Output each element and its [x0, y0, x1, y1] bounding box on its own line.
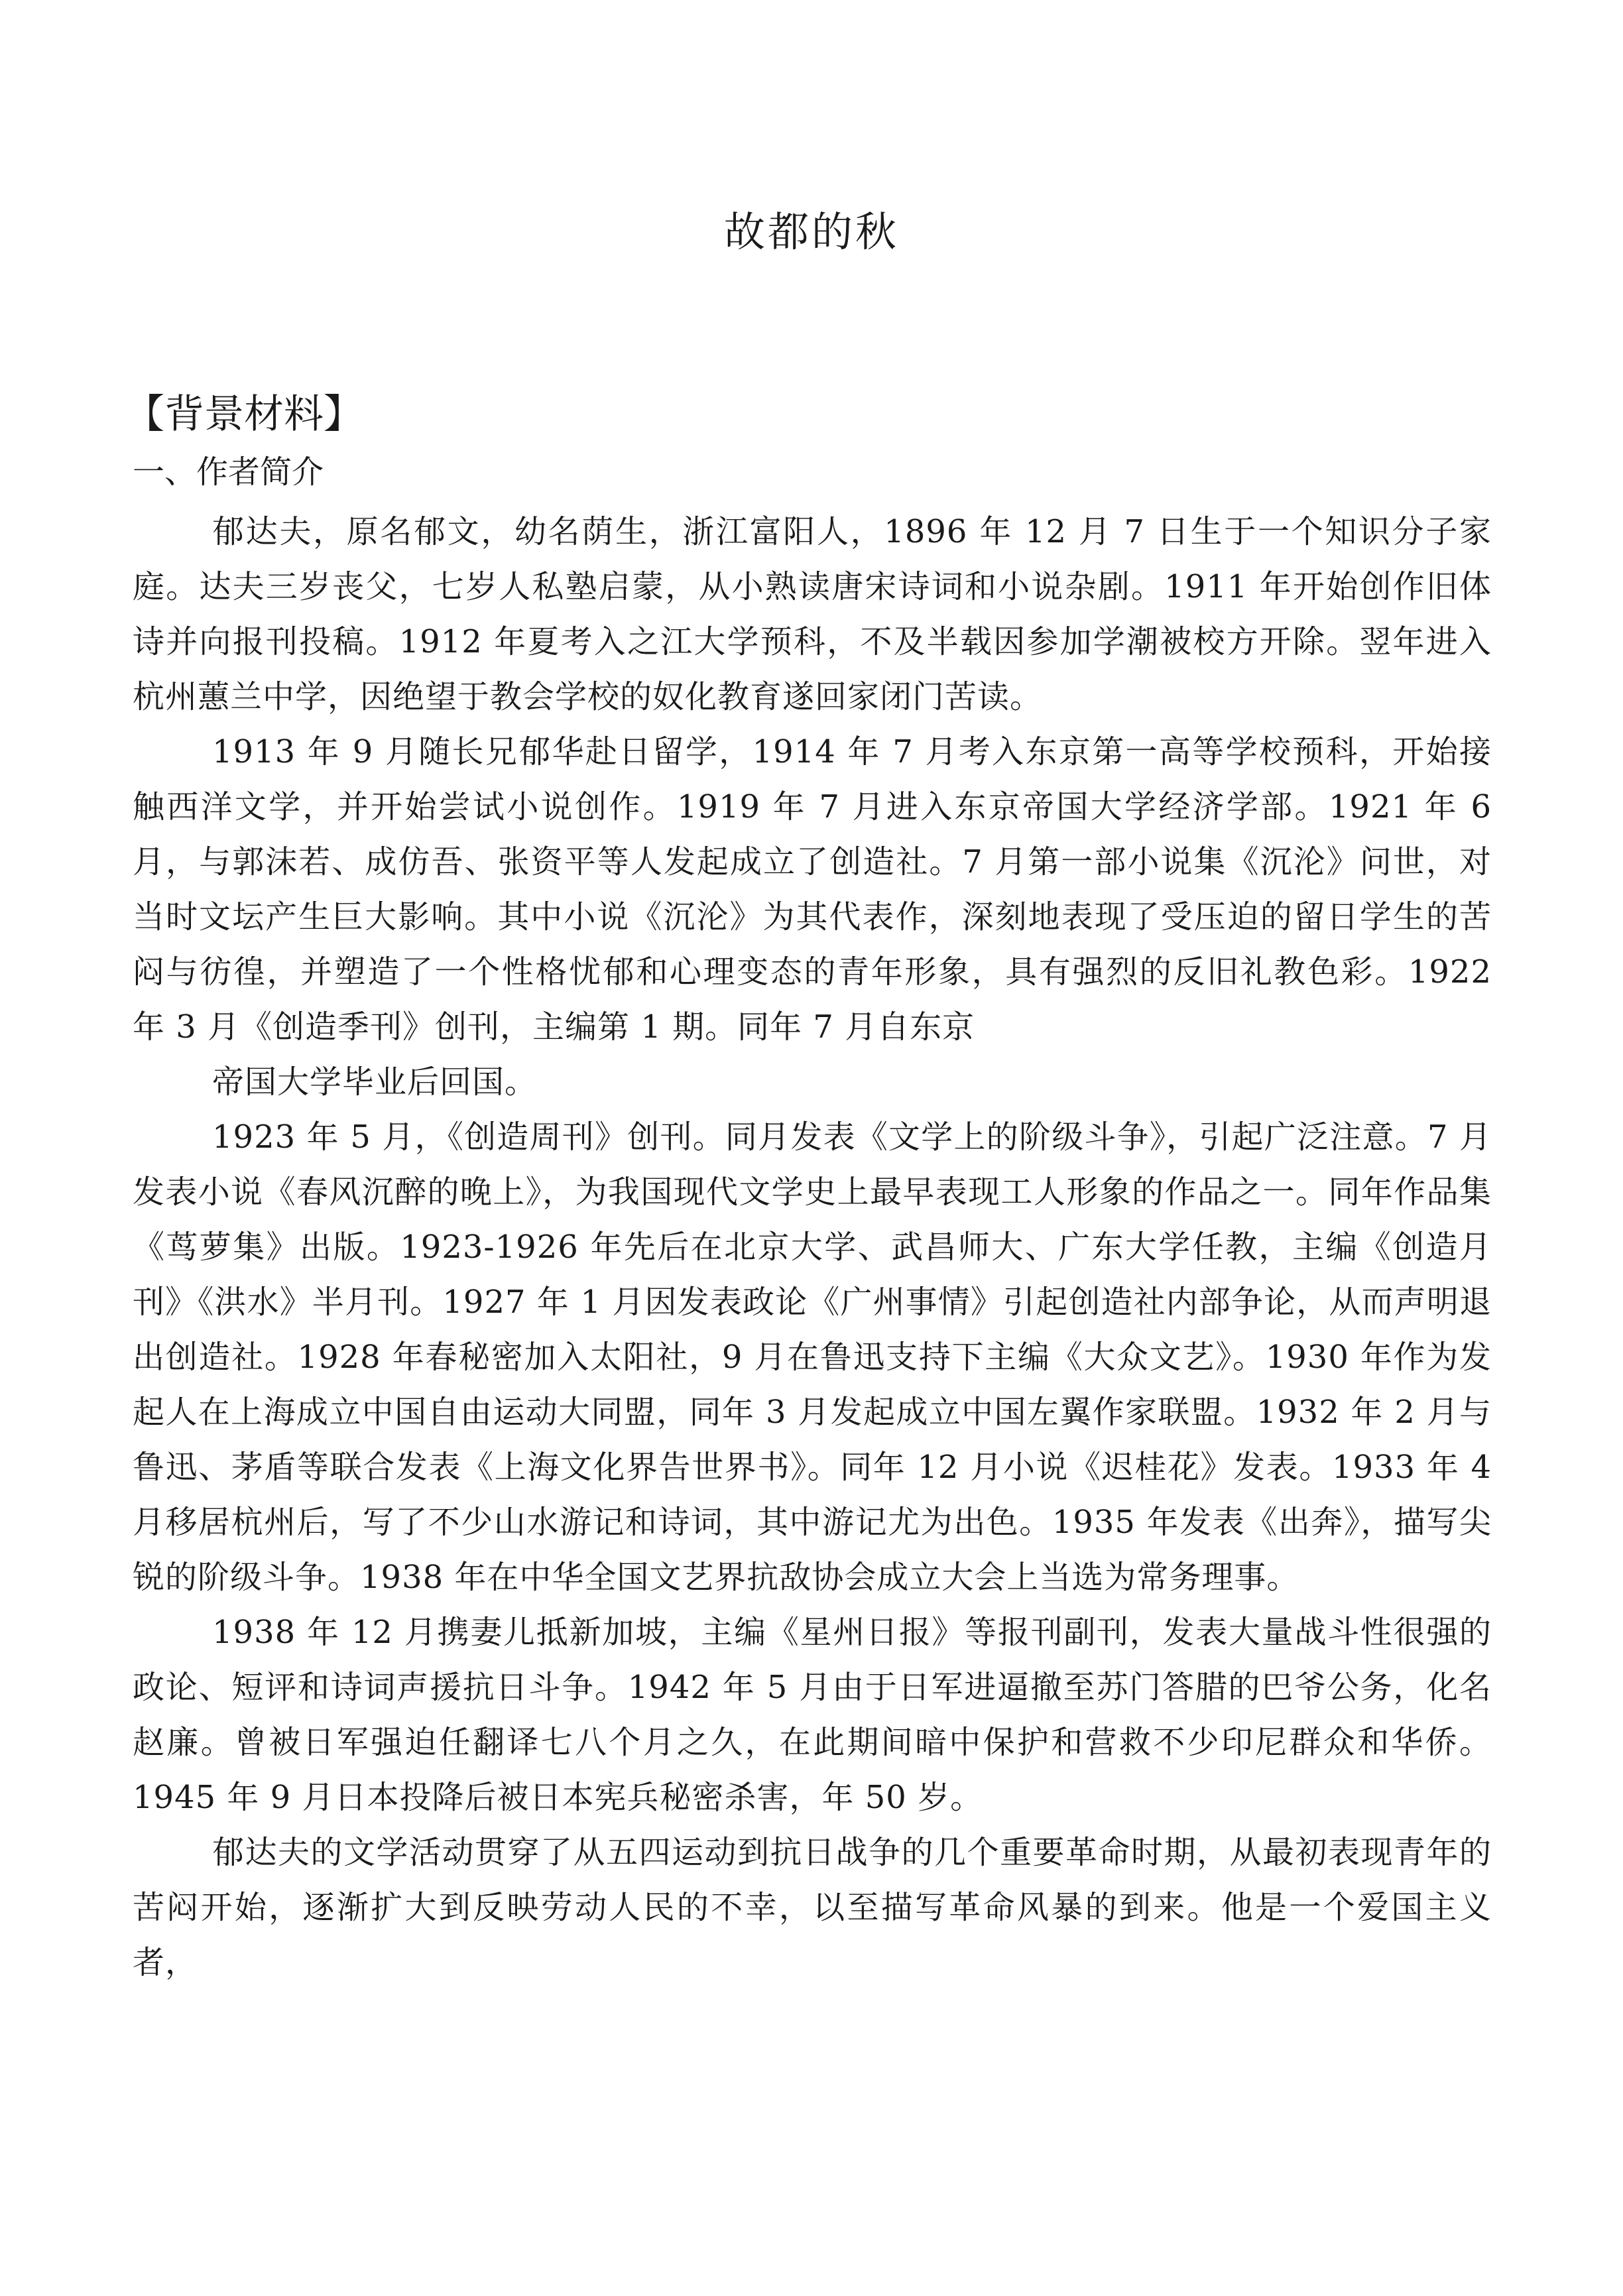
paragraph: 郁达夫，原名郁文，幼名荫生，浙江富阳人，1896 年 12 月 7 日生于一个知识分子家庭。达夫三岁丧父，七岁人私塾启蒙，从小熟读唐宋诗词和小说杂剧。1911 年开始创作旧体诗并向报刊投稿。1912 年夏考入之江大学预科，不及半载因参加学潮被校方开除。翌年进入杭州蕙兰中学，因绝望于教会学校的奴化教育遂回家闭门苦读。 [133, 513, 1492, 715]
paragraph: 帝国大学毕业后回国。 [212, 1063, 538, 1101]
paragraph: 郁达夫的文学活动贯穿了从五四运动到抗日战争的几个重要革命时期，从最初表现青年的苦闷开始，逐渐扩大到反映劳动人民的不幸，以至描写革命风暴的到来。他是一个爱国主义者， [133, 1834, 1492, 1981]
section-heading: 【背景材料】 [125, 391, 363, 438]
document-body [133, 505, 1492, 1990]
paragraph: 1913 年 9 月随长兄郁华赴日留学，1914 年 7 月考入东京第一高等学校预科，开始接触西洋文学，并开始尝试小说创作。1919 年 7 月进入东京帝国大学经济学部。1921 年 6 月，与郭沫若、成仿吾、张资平等人发起成立了创造社。7 月第一部小说集《沉沦》问世，对当时文坛产生巨大影响。其中小说《沉沦》为其代表作，深刻地表现了受压迫的留日学生的苦闷与彷徨，并塑造了一个性格忧郁和心理变态的青年形象，具有强烈的反旧礼教色彩。1922 年 3 月《创造季刊》创刊，主编第 1 期。同年 7 月自东京 [133, 733, 1492, 1046]
paragraph: 1938 年 12 月携妻儿抵新加坡，主编《星州日报》等报刊副刊，发表大量战斗性很强的政论、短评和诗词声援抗日斗争。1942 年 5 月由于日军进逼撤至苏门答腊的巴爷公务，化名赵廉。曾被日军强迫任翻译七八个月之久，在此期间暗中保护和营救不少印尼群众和华侨。1945 年 9 月日本投降后被日本宪兵秘密杀害，年 50 岁。 [133, 1614, 1492, 1816]
paragraph: 1923 年 5 月，《创造周刊》创刊。同月发表《文学上的阶级斗争》，引起广泛注意。7 月发表小说《春风沉醉的晚上》，为我国现代文学史上最早表现工人形象的作品之一。同年作品集《茑萝集》出版。1923-1926 年先后在北京大学、武昌师大、广东大学任教，主编《创造月刊》《洪水》半月刊。1927 年 1 月因发表政论《广州事情》引起创造社内部争论，从而声明退出创造社。1928 年春秘密加入太阳社，9 月在鲁迅支持下主编《大众文艺》。1930 年作为发起人在上海成立中国自由运动大同盟，同年 3 月发起成立中国左翼作家联盟。1932 年 2 月与鲁迅、茅盾等联合发表《上海文化界告世界书》。同年 12 月小说《迟桂花》发表。1933 年 4 月移居杭州后，写了不少山水游记和诗词，其中游记尤为出色。1935 年发表《出奔》，描写尖锐的阶级斗争。1938 年在中华全国文艺界抗敌协会成立大会上当选为常务理事。 [133, 1118, 1492, 1596]
sub-heading: 一、作者简介 [133, 453, 324, 491]
document-title: 故都的秋 [723, 208, 899, 256]
